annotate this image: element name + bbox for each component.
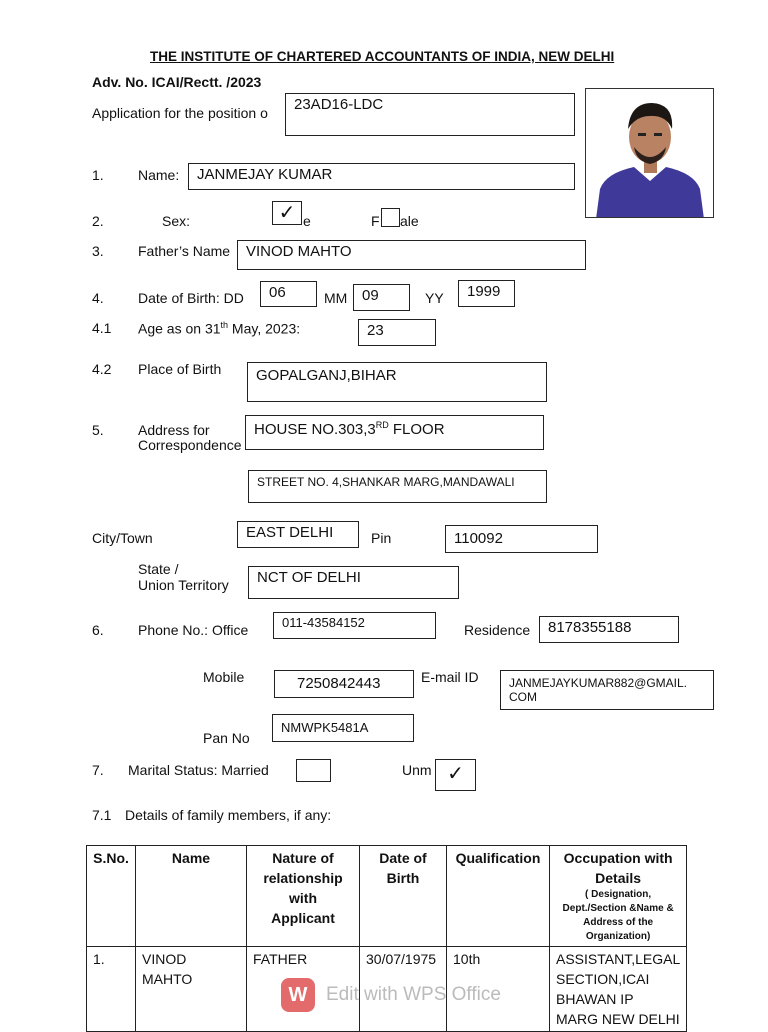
name-number: 1. <box>92 167 104 183</box>
address-label-line-1: Address for <box>138 422 210 438</box>
address-label-line-2: Correspondence <box>138 437 242 453</box>
age-number: 4.1 <box>92 320 112 336</box>
dob-label: Date of Birth: DD <box>138 290 244 306</box>
sex-label: Sex: <box>162 213 191 229</box>
document-title: THE INSTITUTE OF CHARTERED ACCOUNTANTS OF INDIA, NEW DELHI <box>150 49 615 64</box>
male-label: e <box>303 213 311 229</box>
dob-number: 4. <box>92 290 104 306</box>
header-name: Name <box>136 846 247 947</box>
father-name-label: Father’s Name <box>138 243 231 259</box>
marital-number: 7. <box>92 762 104 778</box>
married-checkbox[interactable] <box>296 759 331 782</box>
unmarried-label: Unm <box>402 762 432 778</box>
marital-status-label: Marital Status: Married <box>128 762 269 778</box>
birthplace-field[interactable]: GOPALGANJ,BIHAR <box>247 362 547 402</box>
office-phone-label: Phone No.: Office <box>138 622 249 638</box>
dob-year-field[interactable]: 1999 <box>458 280 515 307</box>
female-checkbox[interactable] <box>381 208 400 227</box>
female-label-rest: ale <box>400 213 419 229</box>
dob-month-label: MM <box>324 290 348 306</box>
dob-month-field[interactable]: 09 <box>353 284 410 311</box>
application-position-label: Application for the position o <box>92 105 268 121</box>
father-number: 3. <box>92 243 104 259</box>
pin-field[interactable]: 110092 <box>445 525 598 553</box>
advertisement-number: Adv. No. ICAI/Rectt. /2023 <box>92 74 262 90</box>
family-number: 7.1 <box>92 807 112 823</box>
age-field[interactable]: 23 <box>358 319 436 346</box>
dob-year-label: YY <box>425 290 444 306</box>
dob-day-field[interactable]: 06 <box>260 281 317 307</box>
residence-phone-label: Residence <box>464 622 531 638</box>
office-phone-field[interactable]: 011-43584152 <box>273 612 436 639</box>
family-details-label: Details of family members, if any: <box>125 807 332 823</box>
state-label-line-2: Union Territory <box>138 577 229 593</box>
male-checkbox[interactable]: ✓ <box>272 201 302 225</box>
row-dob: 30/07/1975 <box>360 947 447 1032</box>
header-qualification: Qualification <box>447 846 550 947</box>
pan-label: Pan No <box>203 730 250 746</box>
row-name: VINOD MAHTO <box>136 947 247 1032</box>
header-sno: S.No. <box>87 846 136 947</box>
age-label: Age as on 31th May, 2023: <box>138 320 301 337</box>
phone-number: 6. <box>92 622 104 638</box>
row-relation: FATHER <box>247 947 360 1032</box>
email-label: E-mail ID <box>421 669 479 685</box>
city-label: City/Town <box>92 530 153 546</box>
name-label: Name: <box>138 167 180 183</box>
watermark-text: Edit with WPS Office <box>326 984 501 1005</box>
unmarried-checkbox[interactable]: ✓ <box>435 759 476 791</box>
wps-logo-icon: W <box>281 978 315 1012</box>
header-occupation: Occupation with Details ( Designation, Dept./Section &Name & Address of the Organization) <box>550 846 687 947</box>
state-field[interactable]: NCT OF DELHI <box>248 566 459 599</box>
city-field[interactable]: EAST DELHI <box>237 521 359 548</box>
header-relation: Nature of relationship with Applicant <box>247 846 360 947</box>
applicant-photo <box>585 88 714 218</box>
state-label-line-1: State / <box>138 561 179 577</box>
mobile-field[interactable]: 7250842443 <box>274 670 414 698</box>
birthplace-number: 4.2 <box>92 361 112 377</box>
row-sno: 1. <box>87 947 136 1032</box>
row-qualification: 10th <box>447 947 550 1032</box>
applicant-photo-image <box>586 89 714 218</box>
application-position-field[interactable]: 23AD16-LDC <box>285 93 575 136</box>
name-field[interactable]: JANMEJAY KUMAR <box>188 163 575 190</box>
header-dob: Date of Birth <box>360 846 447 947</box>
birthplace-label: Place of Birth <box>138 361 222 377</box>
row-occupation: ASSISTANT,LEGAL SECTION,ICAI BHAWAN IP MARG NEW DELHI <box>550 947 687 1032</box>
address-line-1-field[interactable]: HOUSE NO.303,3RD FLOOR <box>245 415 544 450</box>
father-name-field[interactable]: VINOD MAHTO <box>237 240 586 270</box>
residence-phone-field[interactable]: 8178355188 <box>539 616 679 643</box>
mobile-label: Mobile <box>203 669 245 685</box>
email-field[interactable]: JANMEJAYKUMAR882@GMAIL. COM <box>500 670 714 710</box>
female-label-f: F <box>371 213 380 229</box>
sex-number: 2. <box>92 213 104 229</box>
address-number: 5. <box>92 422 104 438</box>
pan-field[interactable]: NMWPK5481A <box>272 714 414 742</box>
address-line-2-field[interactable]: STREET NO. 4,SHANKAR MARG,MANDAWALI <box>248 470 547 503</box>
family-table-header <box>87 846 687 947</box>
pin-label: Pin <box>371 530 392 546</box>
